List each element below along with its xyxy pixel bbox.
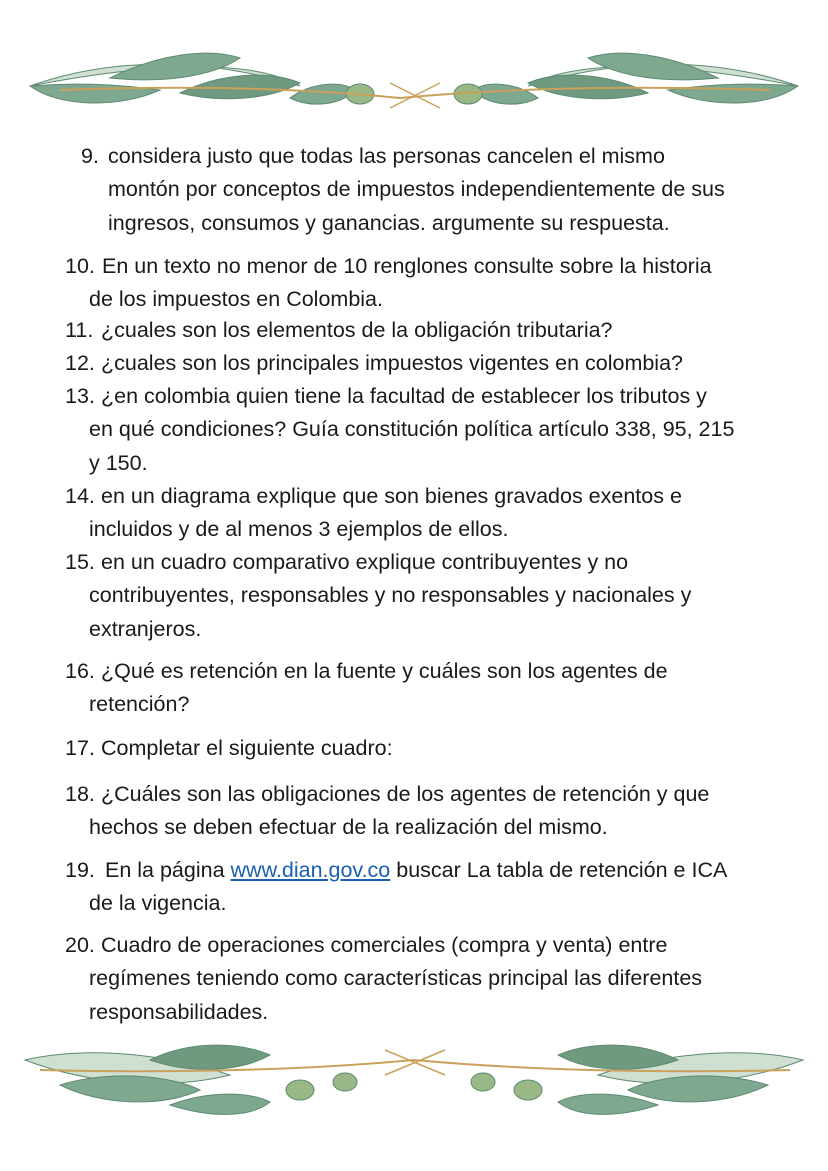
item-text: contribuyentes, responsables y no responsables y nacionales y xyxy=(89,583,692,608)
item-number: 19. xyxy=(65,858,95,882)
item-text: ¿Qué es retención en la fuente y cuáles son los agentes de xyxy=(101,659,668,683)
item-number: 10. xyxy=(65,254,95,278)
list-item xyxy=(65,854,727,921)
item-text: Cuadro de operaciones comerciales (compra y venta) entre xyxy=(101,933,668,957)
item-text: en un cuadro comparativo explique contribuyentes y no xyxy=(101,550,629,574)
item-text: montón por conceptos de impuestos independientemente de sus xyxy=(108,177,725,202)
item-number: 13. xyxy=(65,384,95,408)
item-number: 12. xyxy=(65,351,95,375)
item-text: ¿en colombia quien tiene la facultad de establecer los tributos y xyxy=(101,384,707,408)
item-text: ¿Cuáles son las obligaciones de los agentes de retención y que xyxy=(101,782,710,806)
list-item xyxy=(65,732,393,765)
list-item xyxy=(65,778,709,845)
item-text: considera justo que todas las personas cancelen el mismo xyxy=(108,144,665,168)
item-text: hechos se deben efectuar de la realización del mismo. xyxy=(89,815,608,840)
item-text: ¿cuales son los principales impuestos vigentes en colombia? xyxy=(101,351,684,375)
item-text xyxy=(105,854,727,887)
item-text: retención? xyxy=(89,692,190,717)
list-item xyxy=(65,480,682,547)
item-text: extranjeros. xyxy=(89,616,202,641)
item-number: 17. xyxy=(65,736,95,760)
item-text: y 150. xyxy=(89,450,148,475)
item-text: responsabilidades. xyxy=(89,999,269,1024)
list-item xyxy=(65,655,668,722)
item-text: en un diagrama explique que son bienes gravados exentos e xyxy=(101,484,682,508)
item-number: 18. xyxy=(65,782,95,806)
item-number: 14. xyxy=(65,484,95,508)
item-text: de los impuestos en Colombia. xyxy=(89,287,383,312)
item-text: En un texto no menor de 10 renglones consulte sobre la historia xyxy=(102,254,712,278)
eucalyptus-garland-top xyxy=(0,28,828,128)
item-text: ingresos, consumos y ganancias. argumente su respuesta. xyxy=(108,210,670,235)
item-number: 16. xyxy=(65,659,95,683)
list-item xyxy=(65,546,691,646)
stem-icon xyxy=(60,88,770,98)
list-item xyxy=(65,929,702,1029)
list-item xyxy=(65,314,613,347)
leaf-icon xyxy=(25,1045,803,1114)
item-number: 15. xyxy=(65,550,95,574)
item-number: 20. xyxy=(65,933,95,957)
item-text-before: En la página xyxy=(105,858,225,882)
list-item xyxy=(65,380,734,480)
list-item xyxy=(65,347,683,380)
item-text: en qué condiciones? Guía constitución política artículo 338, 95, 215 xyxy=(89,417,735,442)
item-text: de la vigencia. xyxy=(89,891,227,916)
item-number: 9. xyxy=(81,144,99,168)
eucalyptus-garland-bottom xyxy=(0,1030,828,1130)
item-text: Completar el siguiente cuadro: xyxy=(101,736,393,760)
item-text: ¿cuales son los elementos de la obligación tributaria? xyxy=(101,318,613,342)
dian-link[interactable]: www.dian.gov.co xyxy=(230,858,391,882)
item-text-after: buscar La tabla de retención e ICA xyxy=(396,858,728,882)
item-number: 11. xyxy=(65,318,94,342)
list-item xyxy=(65,250,712,317)
item-text: incluidos y de al menos 3 ejemplos de ellos. xyxy=(89,517,509,542)
list-item xyxy=(81,140,725,240)
item-text: regímenes teniendo como características principal las diferentes xyxy=(89,966,703,991)
